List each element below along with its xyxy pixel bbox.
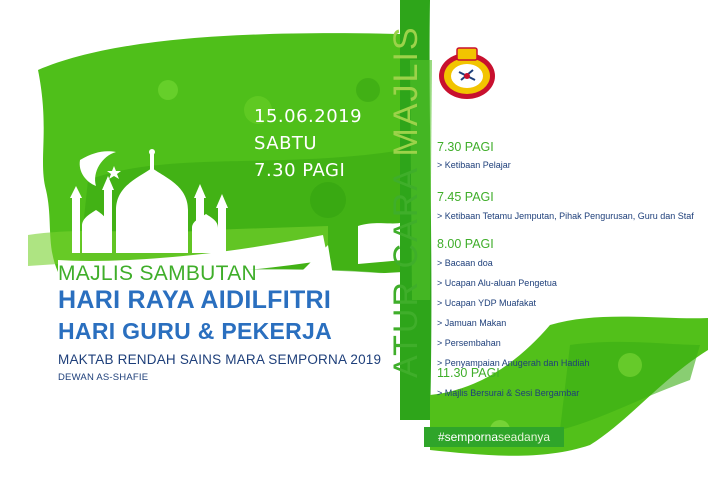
session-item: > Majlis Bersurai & Sesi Bergambar — [437, 388, 580, 398]
session-item: > Persembahan — [437, 338, 501, 348]
session-time: 7.45 PAGI — [437, 190, 494, 204]
program-heading-part1: ATUR CARA — [387, 167, 425, 378]
program-heading-part2: MAJLIS — [387, 25, 425, 157]
session-time: 11.30 PAGI — [437, 366, 500, 380]
event-venue: DEWAN AS-SHAFIE — [58, 372, 149, 383]
hashtag-badge — [424, 427, 564, 447]
school-crest-logo — [435, 42, 499, 102]
program-heading — [387, 25, 426, 378]
crescent-moon-icon — [80, 151, 116, 186]
event-title-line1: MAJLIS SAMBUTAN — [58, 262, 257, 285]
session-item: > Bacaan doa — [437, 258, 493, 268]
session-item: > Ucapan YDP Muafakat — [437, 298, 536, 308]
session-time: 8.00 PAGI — [437, 237, 494, 251]
session-item: > Ketibaan Pelajar — [437, 160, 511, 170]
session-item: > Jamuan Makan — [437, 318, 507, 328]
event-time: 7.30 PAGI — [254, 160, 346, 181]
session-item: > Ketibaan Tetamu Jemputan, Pihak Pengurusan, Guru dan Staf — [437, 211, 694, 221]
hashtag-thin: seadanya — [498, 430, 551, 444]
session-time: 7.30 PAGI — [437, 140, 494, 154]
session-item: > Penyampaian Anugerah dan Hadiah — [437, 358, 590, 368]
session-item: > Ucapan Alu-aluan Pengetua — [437, 278, 557, 288]
mosque-silhouette-icon — [68, 138, 238, 253]
event-date: 15.06.2019 — [254, 106, 363, 127]
event-title-line3: HARI GURU & PEKERJA — [58, 318, 333, 344]
event-day: SABTU — [254, 133, 318, 154]
hashtag-bold: #semporna — [437, 430, 498, 444]
event-organizer: MAKTAB RENDAH SAINS MARA SEMPORNA 2019 — [58, 352, 382, 367]
event-title-line2: HARI RAYA AIDILFITRI — [58, 286, 332, 314]
